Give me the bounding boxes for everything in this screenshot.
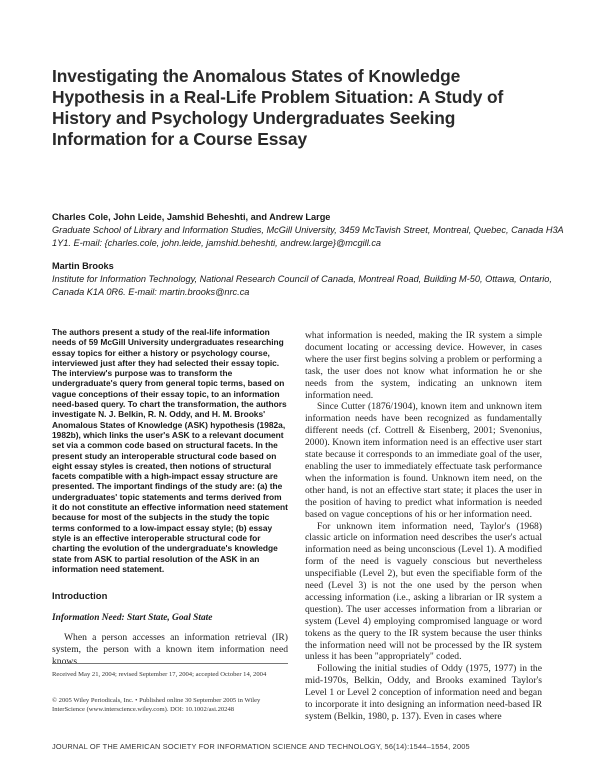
introduction-subheading: Information Need: Start State, Goal State <box>52 613 213 623</box>
abstract: The authors present a study of the real-life information needs of 59 McGill University undergraduates researching essay topics for either a history or psychology course, interviewed just after they had selected their essay topic. The interview's purpose was to transform the undergraduate's query from general topic terms, based on vague conceptions of their essay topic, to an information need-based query. To chart the transformation, the authors investigate N. J. Belkin, R. N. Oddy, and H. M. Brooks' Anomalous States of Knowledge (ASK) hypothesis (1982a, 1982b), which links the user's ASK to a relevant document set via a common code based on structural facets. In the present study an interoperable structural code based on eight essay styles is created, then notions of structural facets compatible with a high-impact essay structure are presented. The important findings of the study are: (a) the undergraduates' topic statements and terms derived from it do not constitute an effective information need statement because for most of the subjects in the study the topic terms conformed to a low-impact essay style; (b) essay style is an effective interoperable structural code for charting the evolution of the undergraduate's knowledge state from ASK to partial resolution of the ASK in an information need statement. <box>52 327 288 574</box>
received-dates-footnote: Received May 21, 2004; revised September 17, 2004; accepted October 14, 2004 <box>52 671 267 678</box>
body-paragraph: what information is needed, making the IR system a simple document locating or accessing device. However, in cases where the user first begins solving a problem or performing a task, the user does not know what information he or she needs from the system, indicating an unknown item information need. <box>305 330 542 401</box>
body-paragraph: Following the initial studies of Oddy (1975, 1977) in the mid-1970s, Belkin, Oddy, and Brooks examined Taylor's Level 1 or Level 2 conception of information need and began to incorporate it into designing an information need-based IR system (Belkin, 1980, p. 137). Even in cases where <box>305 663 542 722</box>
body-paragraph: For unknown item information need, Taylor's (1968) classic article on information need describes the user's actual information need as being unconscious (Level 1). A modified form of the need is vaguely conscious but nevertheless unspecifiable (Level 2), but even the specifiable form of the need (Level 3) is not the one used by the person when accessing information (i.e., asking a librarian or IR system a question). The user accesses information from a librarian or system (Level 4) employing compromised language or word tokens as the query to the IR system because the user thinks the information need will not be processed by the IR system unless it has been "appropriately" coded. <box>305 520 542 663</box>
author-names: Charles Cole, John Leide, Jamshid Beheshti, and Andrew Large <box>52 212 331 222</box>
copyright-footnote: © 2005 Wiley Periodicals, Inc. • Published online 30 September 2005 in Wiley InterScience (www.interscience.wiley.com). DOI: 10.1002/asi.20248 <box>52 697 261 713</box>
author-affiliation: Graduate School of Library and Information Studies, McGill University, 3459 McTavish Street, Montreal, Quebec, Canada H3A 1Y1. E-mail: {charles.cole, john.leide, jamshid.beheshti, andrew.large}@mcgill.ca <box>52 225 564 248</box>
right-column <box>305 330 542 723</box>
journal-citation-footer: JOURNAL OF THE AMERICAN SOCIETY FOR INFORMATION SCIENCE AND TECHNOLOGY, 56(14):1544–1554, 2005 <box>52 742 470 751</box>
introduction-paragraph: When a person accesses an information retrieval (IR) system, the person with a known item information need knows <box>52 632 288 667</box>
introduction-heading: Introduction <box>52 591 108 602</box>
body-paragraph: Since Cutter (1876/1904), known item and unknown item information needs have been recognized as fundamentally different needs (cf. Cottrell & Eisenberg, 2001; Svenonius, 2000). Known item information need is an effective user start state because it corresponds to an immediate goal of the user, enabling the user to immediately effectuate task performance when the information is found. Unknown item need, on the other hand, is not an effective start state; it places the user in the position of having to predict what information is needed based on vague conceptions of his or her information need. <box>305 401 542 520</box>
author-group-2 <box>52 260 572 299</box>
author-group-1 <box>52 211 572 250</box>
footnote-divider <box>52 663 288 664</box>
author-affiliation: Institute for Information Technology, National Research Council of Canada, Montreal Road, Building M-50, Ottawa, Ontario, Canada K1A 0R6. E-mail: martin.brooks@nrc.ca <box>52 274 552 297</box>
author-names: Martin Brooks <box>52 261 114 271</box>
article-title: Investigating the Anomalous States of Knowledge Hypothesis in a Real-Life Problem Situation: A Study of History and Psychology Undergraduates Seeking Information for a Course Essay <box>52 66 504 149</box>
